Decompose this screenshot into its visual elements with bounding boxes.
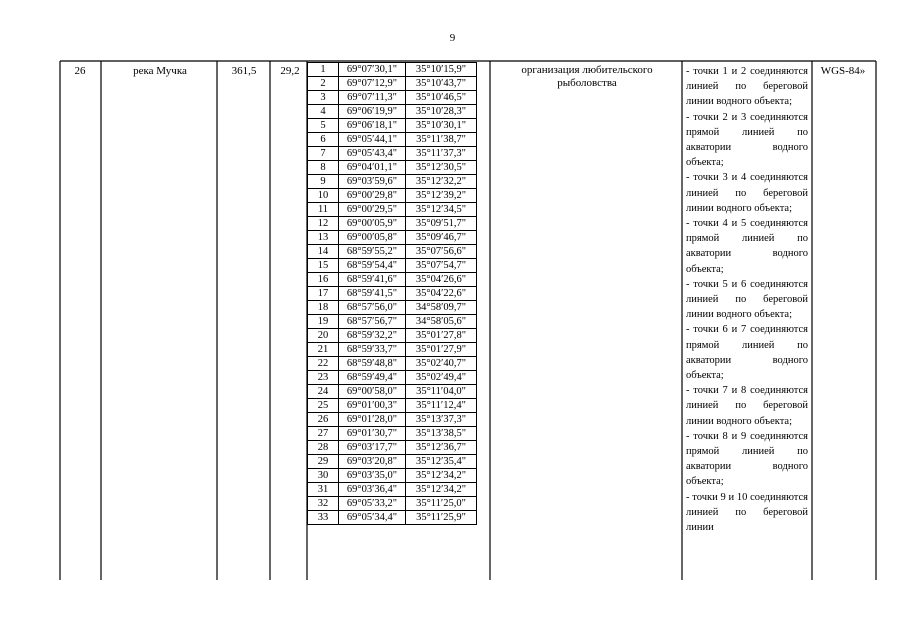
longitude-cell: 35°10′43,7" — [406, 77, 477, 91]
longitude-cell: 35°10′15,9" — [406, 63, 477, 77]
latitude-cell: 69°04′01,1" — [339, 161, 406, 175]
coordinate-row — [308, 385, 477, 399]
coordinate-row — [308, 427, 477, 441]
point-number: 7 — [308, 147, 339, 161]
point-number: 12 — [308, 217, 339, 231]
longitude-cell: 35°11′25,9" — [406, 511, 477, 525]
point-number: 30 — [308, 469, 339, 483]
row-number: 26 — [74, 65, 86, 77]
coordinates-table — [307, 62, 477, 525]
coordinate-row — [308, 119, 477, 133]
latitude-cell: 68°59′49,4" — [339, 371, 406, 385]
longitude-cell: 35°01′27,9" — [406, 343, 477, 357]
point-number: 21 — [308, 343, 339, 357]
longitude-cell: 35°11′38,7" — [406, 133, 477, 147]
longitude-cell: 35°09′51,7" — [406, 217, 477, 231]
point-number: 1 — [308, 63, 339, 77]
latitude-cell: 68°59′32,2" — [339, 329, 406, 343]
point-number: 25 — [308, 399, 339, 413]
point-number: 6 — [308, 133, 339, 147]
coordinate-row — [308, 315, 477, 329]
point-number: 15 — [308, 259, 339, 273]
longitude-cell: 35°12′34,5" — [406, 203, 477, 217]
point-number: 16 — [308, 273, 339, 287]
longitude-cell: 35°11′12,4" — [406, 399, 477, 413]
coordinate-row — [308, 329, 477, 343]
longitude-cell: 35°12′34,2" — [406, 483, 477, 497]
boundary-description: - точки 1 и 2 соединяются линией по береговой линии водного объекта; - точки 2 и 3 соединяются прямой линией по акватории водного объекта; - точки 3 и 4 соединяются линией по береговой линии водного объекта; - точки 4 и 5 соединяются прямой линией по акватории водного объекта; - точки 5 и 6 соединяются линией по береговой линии водного объекта; - точки 6 и 7 соединяются прямой линией по акватории водного объекта; - точки 7 и 8 соединяются линией по береговой линии водного объекта; - точки 8 и 9 соединяются прямой линией по акватории водного объекта; - точки 9 и 10 соединяются линией по береговой линии — [686, 66, 808, 534]
longitude-cell: 35°12′39,2" — [406, 189, 477, 203]
coordinate-row — [308, 371, 477, 385]
point-number: 18 — [308, 301, 339, 315]
longitude-cell: 35°09′46,7" — [406, 231, 477, 245]
point-number: 26 — [308, 413, 339, 427]
point-number: 14 — [308, 245, 339, 259]
longitude-cell: 35°10′46,5" — [406, 91, 477, 105]
coordinate-row — [308, 175, 477, 189]
longitude-cell: 35°12′34,2" — [406, 469, 477, 483]
latitude-cell: 68°59′48,8" — [339, 357, 406, 371]
coordinate-row — [308, 357, 477, 371]
point-number: 8 — [308, 161, 339, 175]
longitude-cell: 35°07′56,6" — [406, 245, 477, 259]
longitude-cell: 34°58′05,6" — [406, 315, 477, 329]
longitude-cell: 35°04′26,6" — [406, 273, 477, 287]
coordinate-row — [308, 455, 477, 469]
coordinate-row — [308, 105, 477, 119]
coordinate-row — [308, 231, 477, 245]
coordinate-row — [308, 511, 477, 525]
coordinate-row — [308, 287, 477, 301]
point-number: 24 — [308, 385, 339, 399]
coordinate-row — [308, 91, 477, 105]
latitude-cell: 69°03′35,0" — [339, 469, 406, 483]
latitude-cell: 69°00′05,8" — [339, 231, 406, 245]
longitude-cell: 35°01′27,8" — [406, 329, 477, 343]
point-number: 27 — [308, 427, 339, 441]
point-number: 29 — [308, 455, 339, 469]
point-number: 33 — [308, 511, 339, 525]
coordinate-row — [308, 301, 477, 315]
point-number: 3 — [308, 91, 339, 105]
purpose-text: организация любительского рыболовства — [521, 64, 653, 89]
point-number: 11 — [308, 203, 339, 217]
latitude-cell: 68°57′56,7" — [339, 315, 406, 329]
point-number: 13 — [308, 231, 339, 245]
latitude-cell: 68°57′56,0" — [339, 301, 406, 315]
point-number: 22 — [308, 357, 339, 371]
latitude-cell: 69°06′18,1" — [339, 119, 406, 133]
longitude-cell: 35°02′49,4" — [406, 371, 477, 385]
coordinate-row — [308, 77, 477, 91]
area-value: 361,5 — [231, 65, 257, 77]
latitude-cell: 69°06′19,9" — [339, 105, 406, 119]
point-number: 19 — [308, 315, 339, 329]
latitude-cell: 68°59′41,5" — [339, 287, 406, 301]
latitude-cell: 69°03′59,6" — [339, 175, 406, 189]
latitude-cell: 69°01′28,0" — [339, 413, 406, 427]
latitude-cell: 69°03′17,7" — [339, 441, 406, 455]
coordinate-row — [308, 259, 477, 273]
latitude-cell: 68°59′55,2" — [339, 245, 406, 259]
longitude-cell: 35°12′35,4" — [406, 455, 477, 469]
coordinate-row — [308, 217, 477, 231]
river-name: река Мучка — [133, 65, 187, 77]
longitude-cell: 35°12′32,2" — [406, 175, 477, 189]
coordinate-row — [308, 161, 477, 175]
longitude-cell: 35°12′36,7" — [406, 441, 477, 455]
coordinate-row — [308, 399, 477, 413]
latitude-cell: 69°01′30,7" — [339, 427, 406, 441]
coordinate-system: WGS-84» — [820, 65, 866, 77]
latitude-cell: 69°05′43,4" — [339, 147, 406, 161]
latitude-cell: 69°00′29,8" — [339, 189, 406, 203]
longitude-cell: 35°13′38,5" — [406, 427, 477, 441]
coordinate-row — [308, 273, 477, 287]
longitude-cell: 35°13′37,3" — [406, 413, 477, 427]
longitude-cell: 35°02′40,7" — [406, 357, 477, 371]
latitude-cell: 69°07′12,9" — [339, 77, 406, 91]
longitude-cell: 35°04′22,6" — [406, 287, 477, 301]
point-number: 20 — [308, 329, 339, 343]
latitude-cell: 68°59′33,7" — [339, 343, 406, 357]
longitude-cell: 35°11′25,0" — [406, 497, 477, 511]
longitude-cell: 35°11′04,0" — [406, 385, 477, 399]
latitude-cell: 68°59′41,6" — [339, 273, 406, 287]
latitude-cell: 69°05′33,2" — [339, 497, 406, 511]
longitude-cell: 35°10′30,1" — [406, 119, 477, 133]
point-number: 32 — [308, 497, 339, 511]
coordinate-row — [308, 469, 477, 483]
latitude-cell: 69°03′20,8" — [339, 455, 406, 469]
coordinate-row — [308, 133, 477, 147]
longitude-cell: 35°12′30,5" — [406, 161, 477, 175]
latitude-cell: 68°59′54,4" — [339, 259, 406, 273]
latitude-cell: 69°00′29,5" — [339, 203, 406, 217]
point-number: 9 — [308, 175, 339, 189]
latitude-cell: 69°00′58,0" — [339, 385, 406, 399]
length-value: 29,2 — [280, 65, 300, 77]
coordinate-row — [308, 441, 477, 455]
latitude-cell: 69°01′00,3" — [339, 399, 406, 413]
coordinate-row — [308, 497, 477, 511]
latitude-cell: 69°07′11,3" — [339, 91, 406, 105]
point-number: 17 — [308, 287, 339, 301]
point-number: 4 — [308, 105, 339, 119]
point-number: 28 — [308, 441, 339, 455]
point-number: 23 — [308, 371, 339, 385]
page-number: 9 — [449, 32, 456, 44]
latitude-cell: 69°07′30,1" — [339, 63, 406, 77]
latitude-cell: 69°05′34,4" — [339, 511, 406, 525]
coordinates-table-body — [308, 63, 477, 525]
point-number: 31 — [308, 483, 339, 497]
longitude-cell: 35°07′54,7" — [406, 259, 477, 273]
coordinate-row — [308, 343, 477, 357]
coordinate-row — [308, 147, 477, 161]
point-number: 10 — [308, 189, 339, 203]
longitude-cell: 34°58′09,7" — [406, 301, 477, 315]
longitude-cell: 35°10′28,3" — [406, 105, 477, 119]
coordinate-row — [308, 203, 477, 217]
coordinate-row — [308, 63, 477, 77]
point-number: 2 — [308, 77, 339, 91]
coordinate-row — [308, 483, 477, 497]
coordinate-row — [308, 245, 477, 259]
coordinate-row — [308, 413, 477, 427]
coordinate-row — [308, 189, 477, 203]
point-number: 5 — [308, 119, 339, 133]
latitude-cell: 69°03′36,4" — [339, 483, 406, 497]
latitude-cell: 69°00′05,9" — [339, 217, 406, 231]
latitude-cell: 69°05′44,1" — [339, 133, 406, 147]
longitude-cell: 35°11′37,3" — [406, 147, 477, 161]
